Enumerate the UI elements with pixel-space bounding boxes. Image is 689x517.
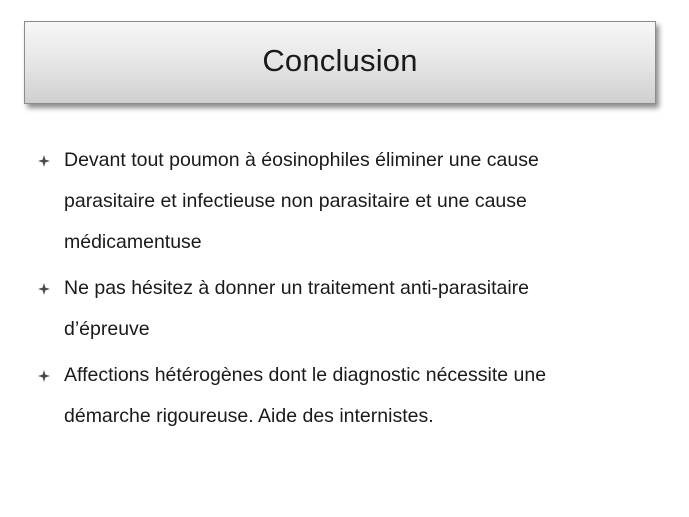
bullet-line: démarche rigoureuse. Aide des internistes. <box>64 405 434 427</box>
diamond-bullet-icon <box>38 283 50 295</box>
bullet-line: Ne pas hésitez à donner un traitement anti-parasitaire <box>64 277 530 299</box>
bullet-item <box>38 268 658 350</box>
bullet-line: Affections hétérogènes dont le diagnostic nécessite une <box>64 364 547 386</box>
bullet-line: médicamentuse <box>64 231 202 253</box>
slide-title: Conclusion <box>262 42 418 78</box>
diamond-bullet-icon <box>38 155 50 167</box>
bullet-list <box>38 140 658 442</box>
title-box <box>24 21 656 104</box>
bullet-item <box>38 140 658 263</box>
bullet-line: Devant tout poumon à éosinophiles éliminer une cause <box>64 149 539 171</box>
bullet-item <box>38 355 658 437</box>
bullet-line: d’épreuve <box>64 318 150 340</box>
bullet-line: parasitaire et infectieuse non parasitaire et une cause <box>64 190 527 212</box>
diamond-bullet-icon <box>38 370 50 382</box>
